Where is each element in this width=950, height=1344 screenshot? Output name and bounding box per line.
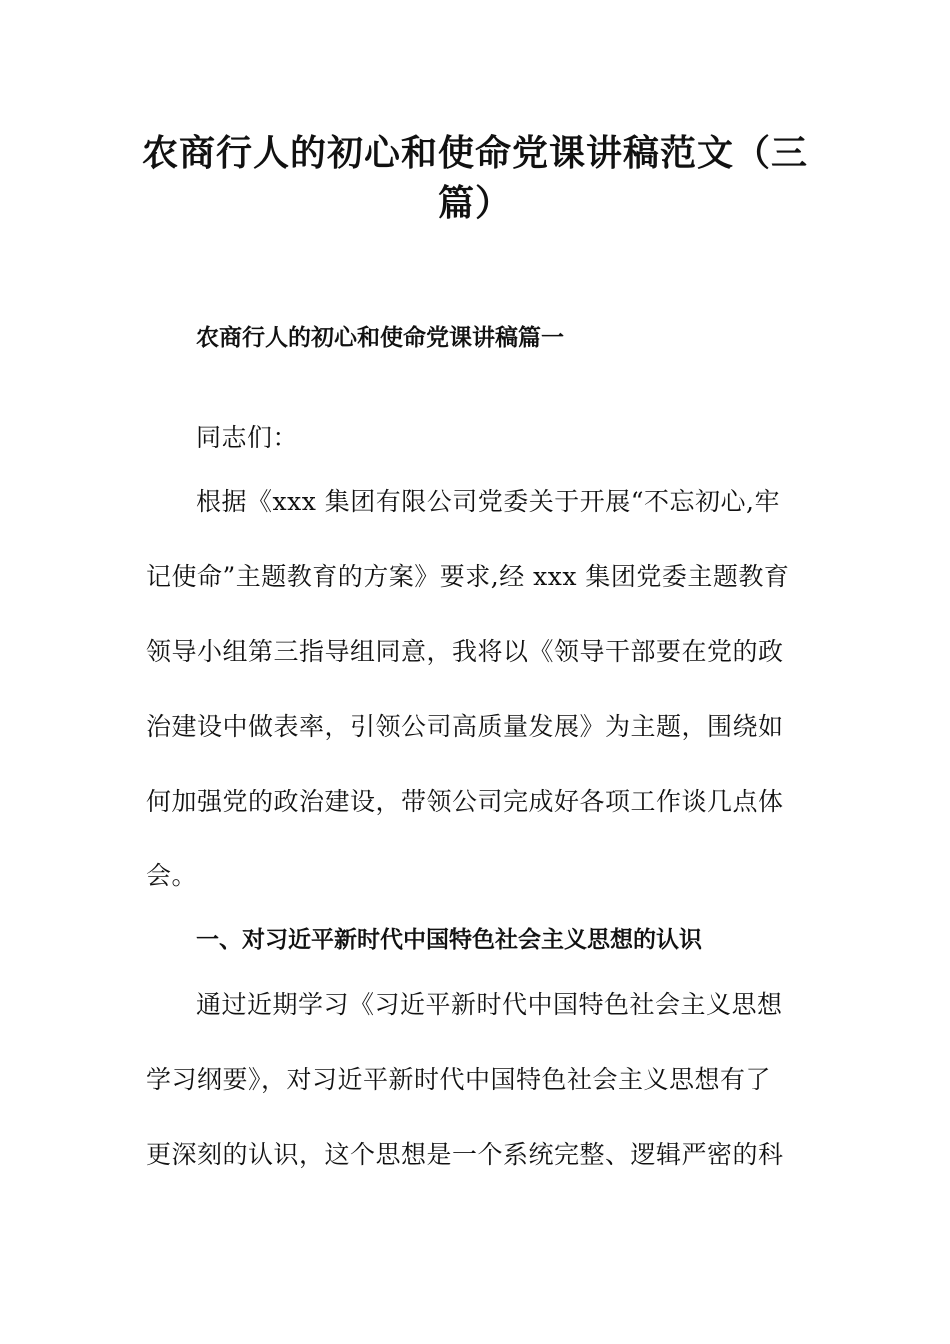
paragraph-line: 会。 [146,861,198,890]
subheading: 一、对习近平新时代中国特色社会主义思想的认识 [196,927,702,953]
paragraph-line: 记使命”主题教育的方案》要求,经 xxx 集团党委主题教育 [146,562,790,591]
document-title-line-2: 篇） [437,183,512,224]
paragraph-line: 更深刻的认识，这个思想是一个系统完整、逻辑严密的科 [146,1140,784,1169]
paragraph-line: 学习纲要》，对习近平新时代中国特色社会主义思想有了 [146,1065,772,1094]
document-title-line-1: 农商行人的初心和使命党课讲稿范文（三 [141,133,808,174]
section-heading: 农商行人的初心和使命党课讲稿篇一 [196,325,564,351]
paragraph-line: 根据《xxx 集团有限公司党委关于开展“不忘初心,牢 [196,487,780,516]
paragraph-line: 治建设中做表率，引领公司高质量发展》为主题，围绕如 [146,712,784,741]
paragraph-line: 何加强党的政治建设，带领公司完成好各项工作谈几点体 [146,787,784,816]
paragraph-line: 通过近期学习《习近平新时代中国特色社会主义思想 [196,990,783,1019]
salutation: 同志们： [196,423,299,452]
paragraph-line: 领导小组第三指导组同意，我将以《领导干部要在党的政 [146,637,784,666]
